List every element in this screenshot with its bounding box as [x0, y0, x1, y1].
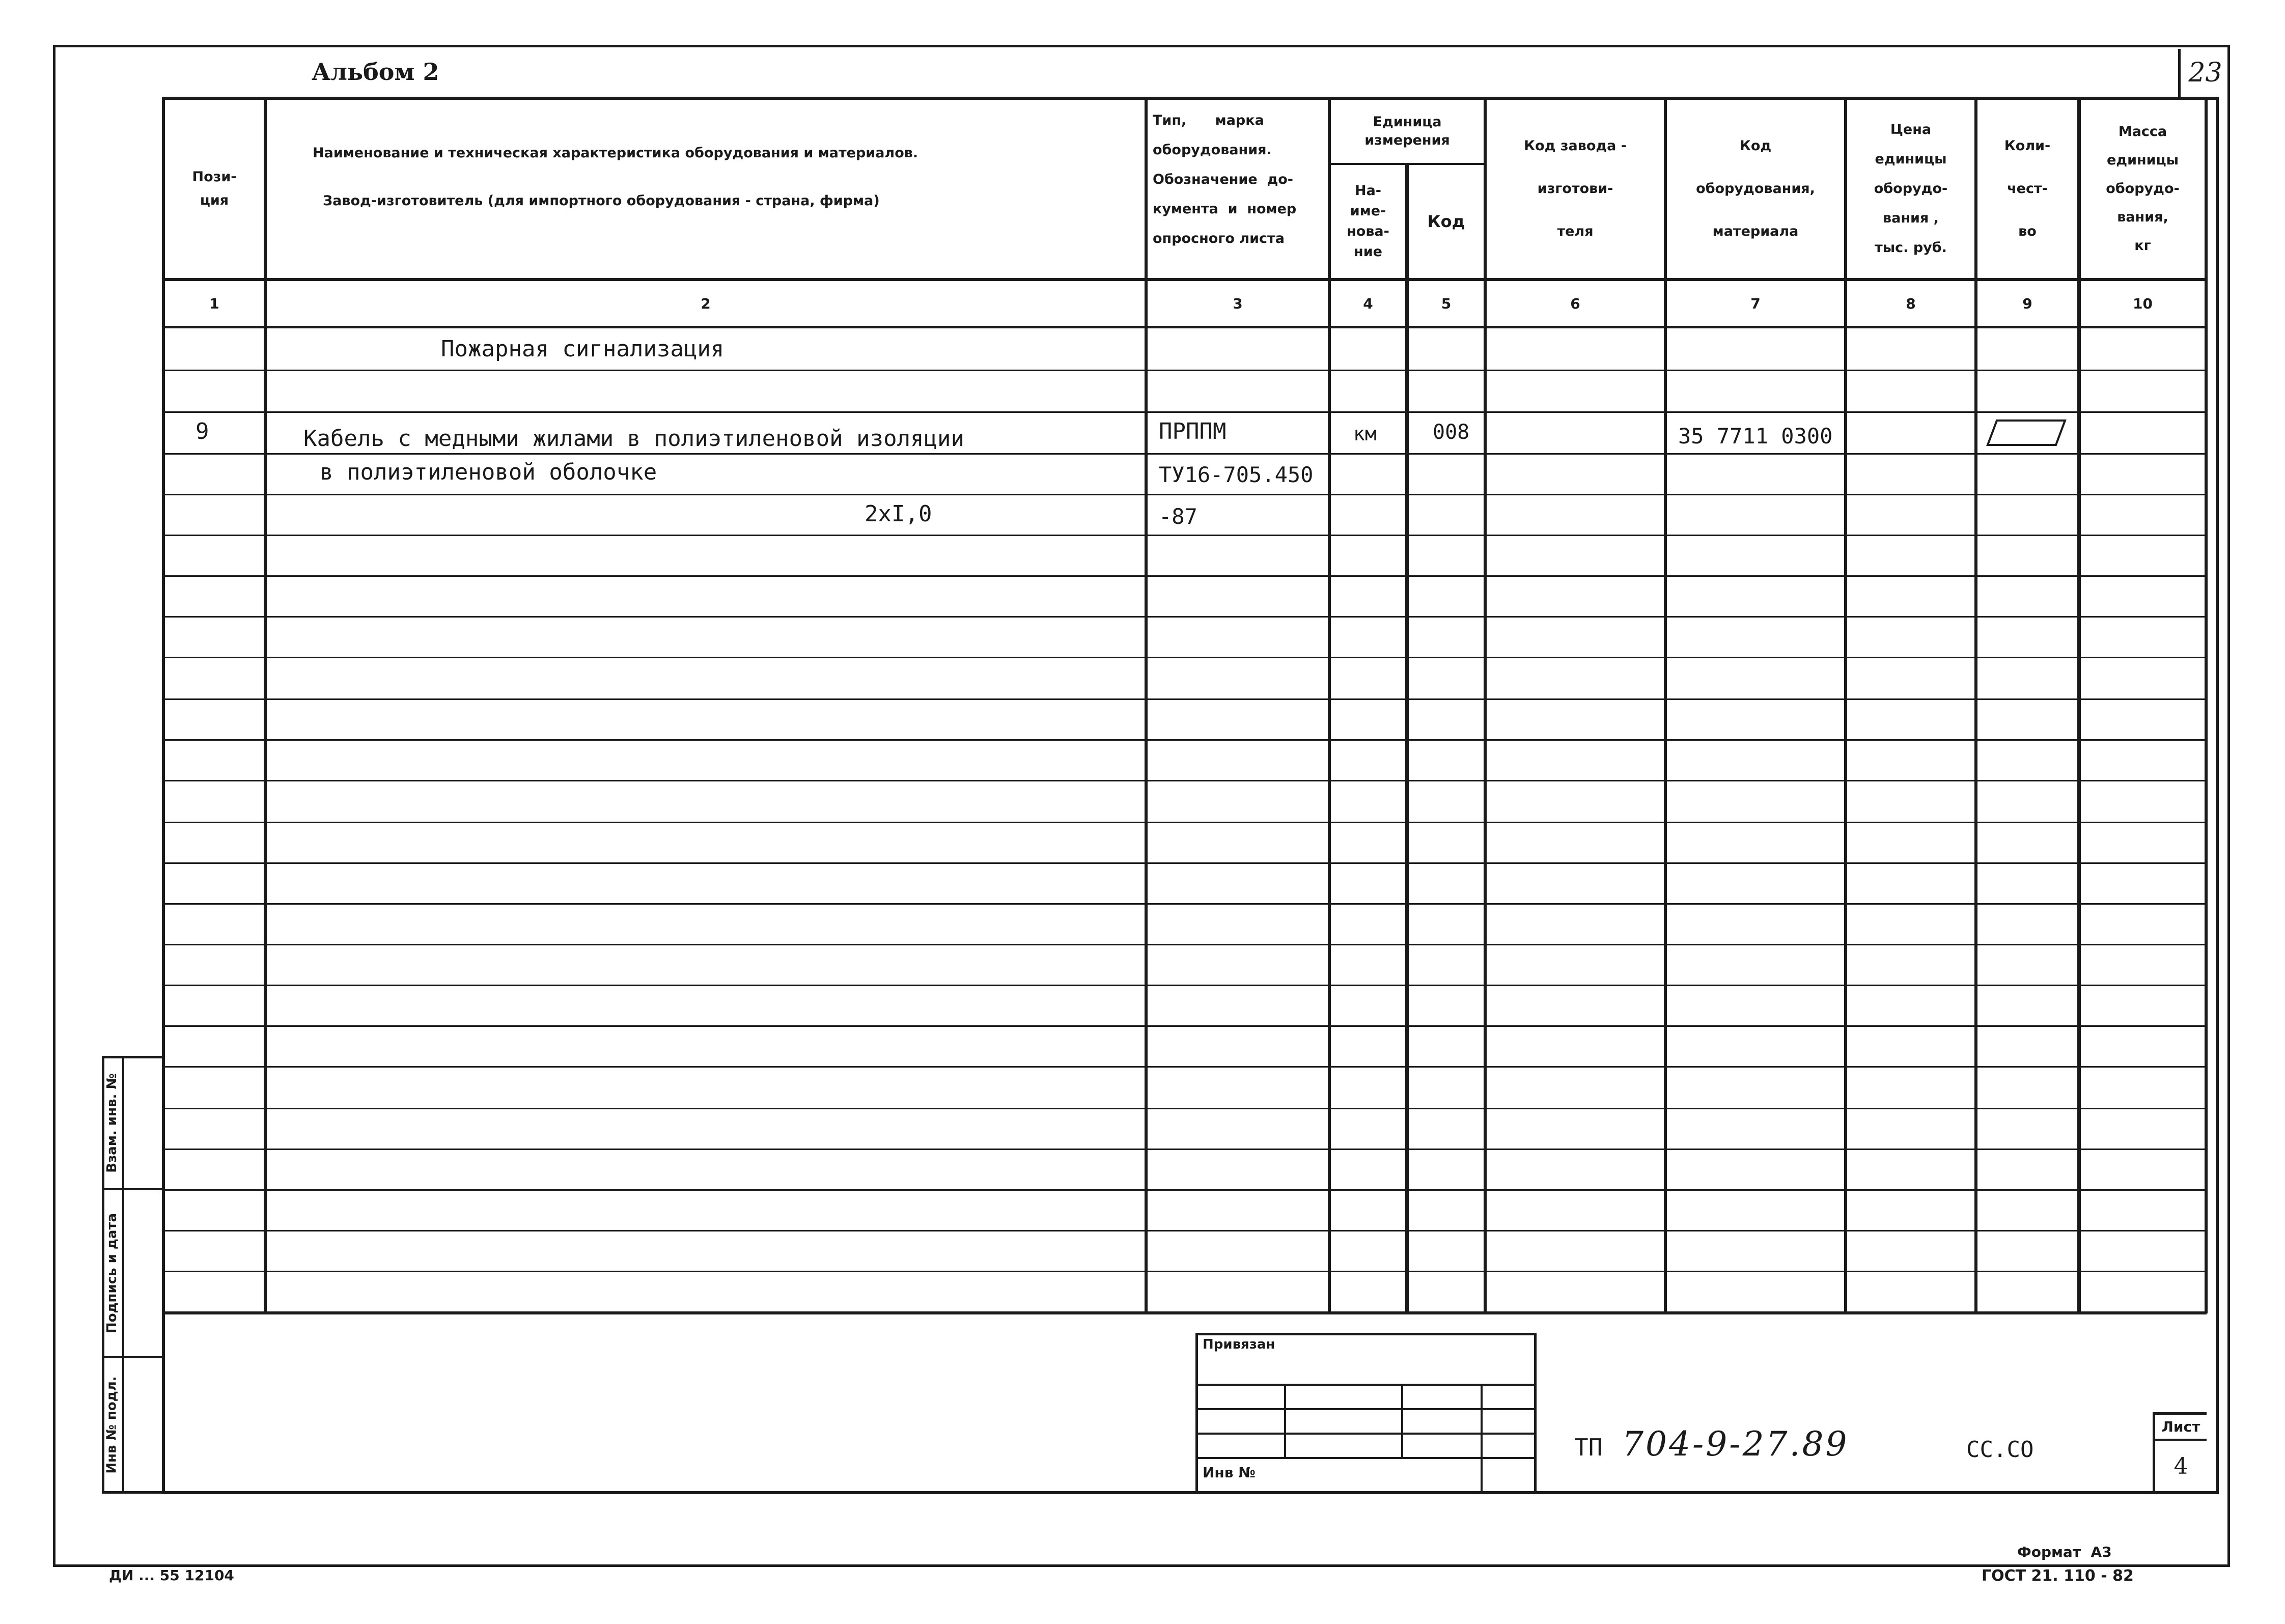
row3-name: 2хI,0 — [865, 501, 932, 527]
header-unit-name: На- име- нова- ние — [1347, 183, 1389, 260]
row1-position: 9 — [196, 418, 209, 444]
header-unit-mass: Масса единицы оборудо- вания, кг — [2106, 124, 2180, 254]
header-unit-group: Единица измерения — [1364, 114, 1450, 148]
album-label: Альбом 2 — [312, 58, 439, 86]
footer-code: ДИ ... 55 12104 — [109, 1567, 234, 1584]
header-quantity: Коли- чест- во — [2004, 138, 2051, 239]
side-sign-date: Подпись и дата — [104, 1213, 120, 1334]
linked-label: Привязан — [1203, 1337, 1275, 1352]
header-factory-code: Код завода - изготови- теля — [1524, 138, 1627, 239]
colnum-8: 8 — [1906, 295, 1916, 312]
row1-material-code: 35 7711 0300 — [1678, 424, 1833, 449]
row1-unit-code: 008 — [1433, 421, 1470, 444]
header-name-line1: Наименование и техническая характеристика оборудования и материалов. — [313, 145, 918, 161]
inv-no-label: Инв № — [1203, 1464, 1256, 1481]
colnum-3: 3 — [1233, 295, 1243, 312]
quantity-mark — [1986, 416, 2067, 449]
colnum-4: 4 — [1363, 295, 1373, 312]
header-position: Пози- ция — [192, 169, 237, 208]
row3-type: -87 — [1159, 504, 1197, 529]
row1-type: ПРППМ — [1159, 418, 1227, 444]
gost-label: ГОСТ 21. 110 - 82 — [1982, 1567, 2134, 1585]
sheet-label: Лист — [2161, 1418, 2200, 1435]
doc-code: СС.СО — [1966, 1437, 2034, 1463]
colnum-10: 10 — [2133, 295, 2153, 312]
page-number: 23 — [2178, 49, 2230, 97]
format-label: Формат А3 — [2017, 1544, 2112, 1560]
colnum-2: 2 — [701, 295, 711, 312]
row1-unit: км — [1353, 423, 1377, 445]
colnum-7: 7 — [1750, 295, 1761, 312]
header-type-doc: Тип, марка оборудования. Обозначение до- кумента и номер опросного листа — [1153, 113, 1297, 246]
side-inv-orig: Инв № подл. — [104, 1376, 120, 1474]
header-unit-code: Код — [1427, 212, 1465, 231]
colnum-6: 6 — [1570, 295, 1580, 312]
header-equipment-code: Код оборудования, материала — [1696, 138, 1815, 239]
row1-name: Кабель с медными жилами в полиэтиленовой изоляции — [303, 426, 965, 452]
header-name-line2: Завод-изготовитель (для импортного оборудования - страна, фирма) — [323, 193, 880, 209]
colnum-5: 5 — [1441, 295, 1452, 312]
doc-prefix: ТП — [1574, 1434, 1603, 1461]
side-replace-inv: Взам. инв. № — [104, 1073, 120, 1173]
colnum-9: 9 — [2022, 295, 2032, 312]
section-title: Пожарная сигнализация — [441, 336, 724, 362]
header-unit-price: Цена единицы оборудо- вания , тыс. руб. — [1874, 122, 1948, 256]
colnum-1: 1 — [209, 295, 219, 312]
row2-name: в полиэтиленовой оболочке — [320, 459, 657, 485]
doc-number: 704-9-27.89 — [1622, 1424, 1849, 1464]
row2-type: ТУ16-705.450 — [1159, 462, 1314, 487]
sheet-number: 4 — [2173, 1453, 2188, 1479]
